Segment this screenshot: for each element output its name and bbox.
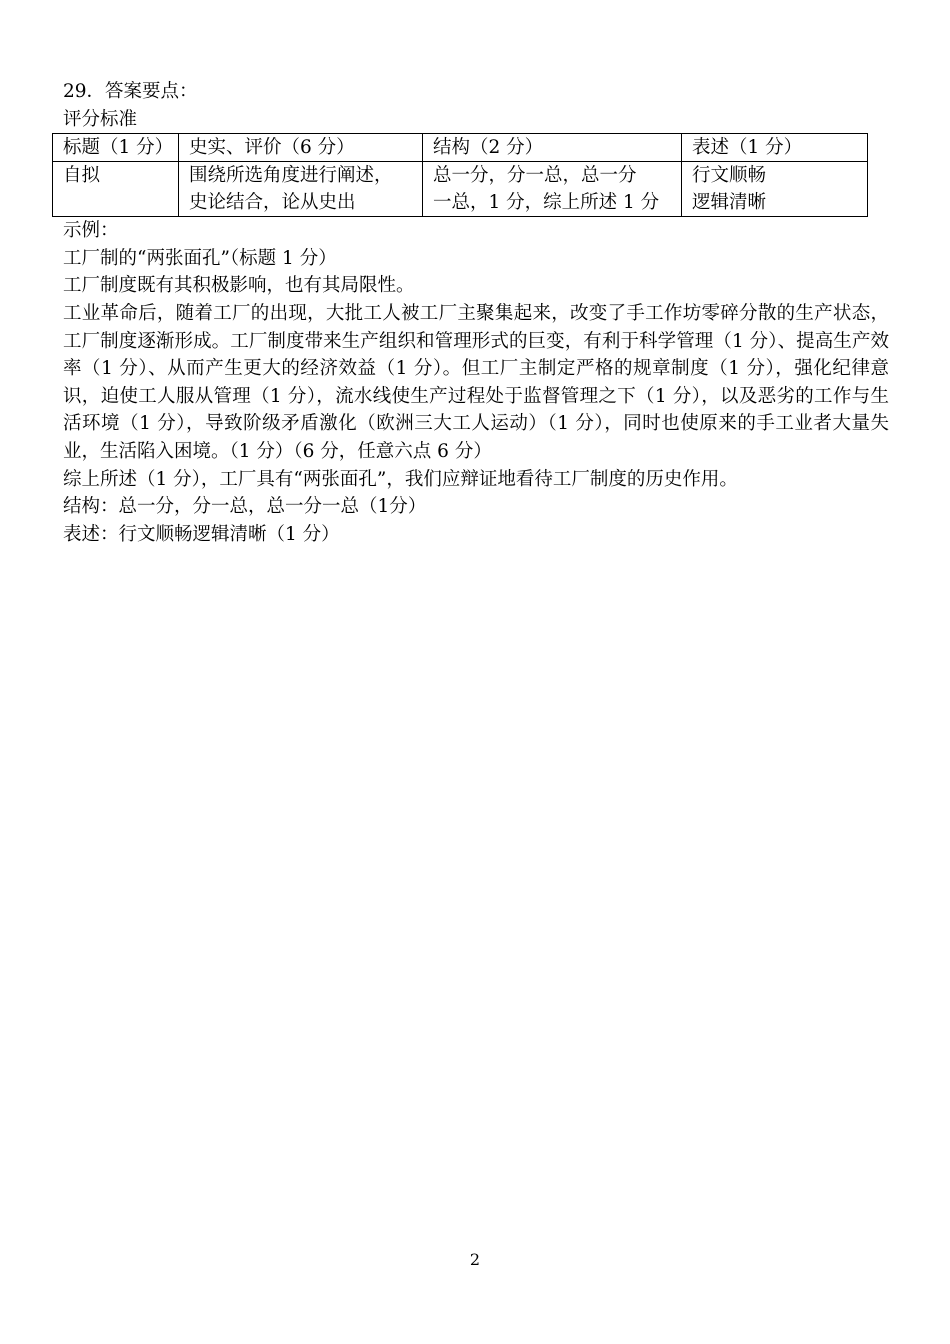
grading-table-header-row	[53, 134, 868, 162]
cell-expression-line-2: 逻辑清晰	[692, 192, 767, 214]
body-paragraph: 工业革命后，随着工厂的出现，大批工人被工厂主聚集起来，改变了手工作坊零碎分散的生产状态，工厂制度逐渐形成。工厂制度带来生产组织和管理形式的巨变，有利于科学管理（1 分）、提高生产效率（1 分）、从而产生更大的经济效益（1 分）。但工厂主制定严格的规章制度（1 分），强化纪律意识，迫使工人服从管理（1 分），流水线使生产过程处于监督管理之下（1 分），以及恶劣的工作与生活环境（1 分），导致阶级矛盾激化（欧洲三大工人运动）（1 分），同时也使原来的手工业者大量失业，生活陷入困境。（1 分）（6 分，任意六点 6 分）	[63, 302, 889, 462]
example-label: 示例：	[63, 220, 119, 242]
header-facts-score: 史实、评价（6 分）	[179, 134, 423, 162]
header-expression-score: 表述（1 分）	[682, 134, 868, 162]
grading-criteria-label: 评分标准	[63, 108, 138, 130]
example-title: 工厂制的“两张面孔”（标题 1 分）	[63, 247, 337, 269]
cell-expression-line-1: 行文顺畅	[692, 165, 767, 187]
thesis-sentence: 工厂制度既有其积极影响，也有其局限性。	[63, 275, 415, 297]
question-heading: 29．答案要点：	[63, 81, 198, 102]
header-structure-score: 结构（2 分）	[423, 134, 682, 162]
expression-note: 表述：行文顺畅逻辑清晰（1 分）	[63, 523, 340, 545]
cell-structure	[423, 162, 682, 217]
cell-structure-line-2: 一总，1 分，综上所述 1 分	[433, 192, 660, 214]
cell-structure-line-1: 总一分，分一总，总一分	[433, 165, 637, 187]
cell-title: 自拟	[53, 162, 179, 217]
cell-facts-line-1: 围绕所选角度进行阐述，	[189, 165, 393, 187]
cell-facts-line-2: 史论结合，论从史出	[189, 192, 356, 214]
structure-note: 结构：总一分，分一总，总一分一总（1分）	[63, 496, 427, 518]
grading-table-row	[53, 162, 868, 217]
cell-facts	[179, 162, 423, 217]
grading-table	[52, 133, 868, 217]
header-title-score: 标题（1 分）	[53, 134, 179, 162]
answer-document	[63, 78, 889, 548]
conclusion-sentence: 综上所述（1 分），工厂具有“两张面孔”，我们应辩证地看待工厂制度的历史作用。	[63, 468, 738, 490]
page-number: 2	[469, 1250, 481, 1269]
cell-expression	[682, 162, 868, 217]
